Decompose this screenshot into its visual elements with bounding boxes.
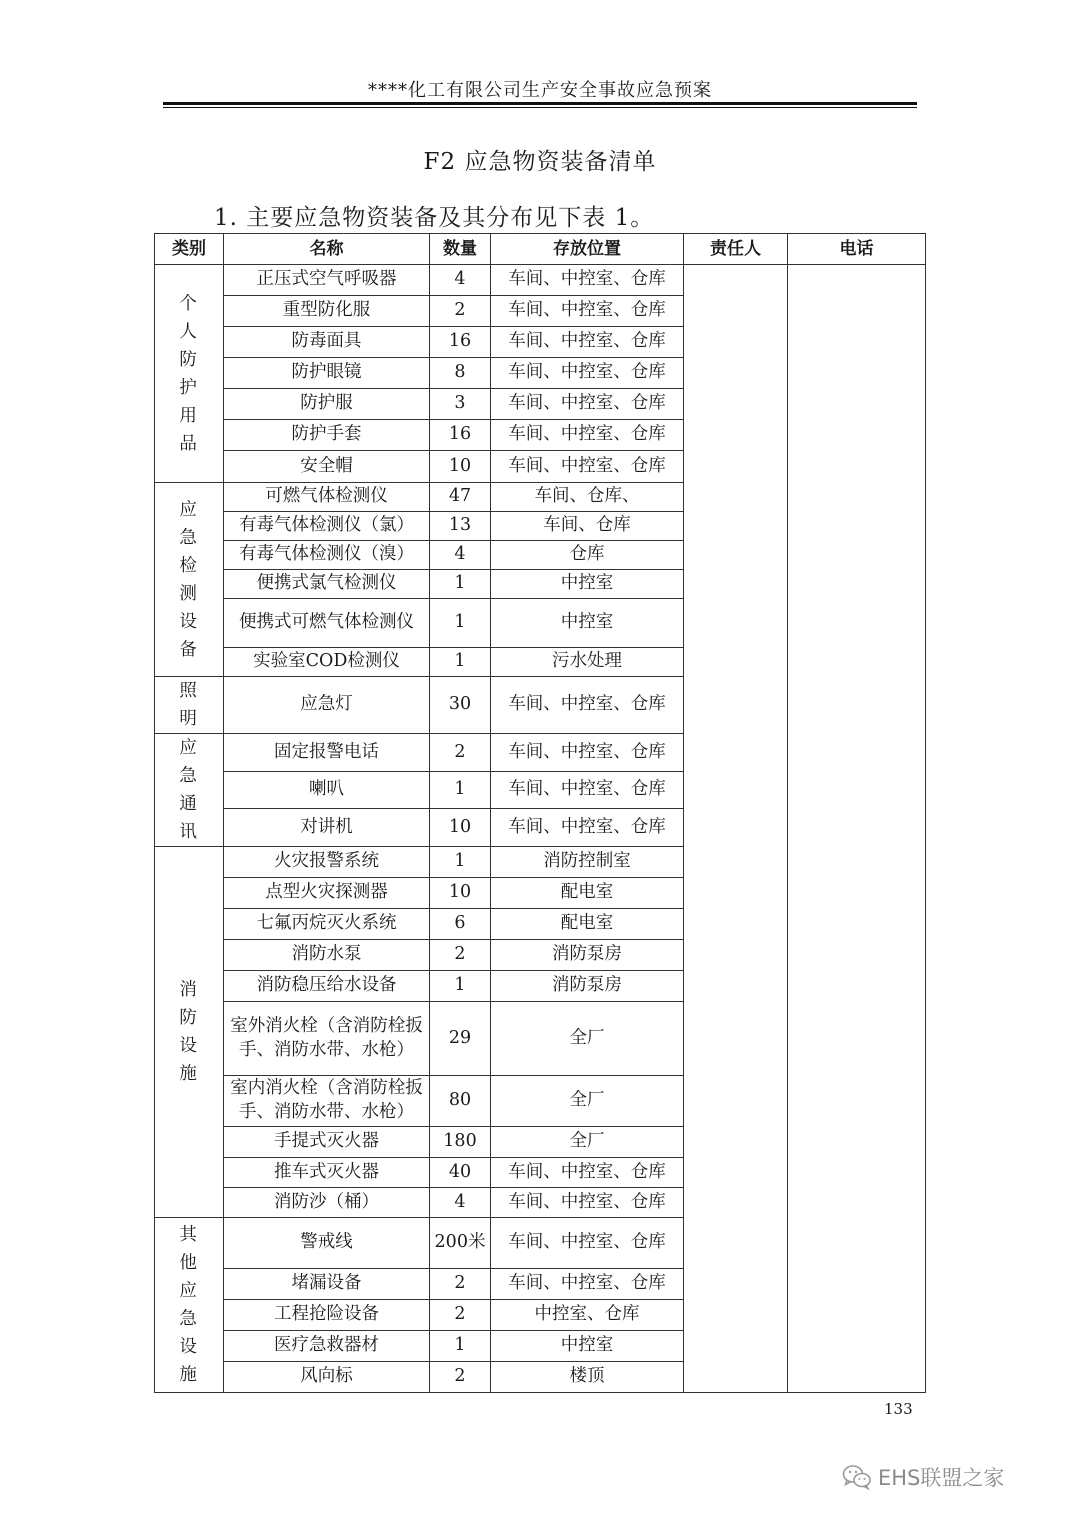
item-quantity-cell: 2 <box>430 296 491 327</box>
category-cell <box>155 483 224 677</box>
item-quantity-cell: 200米 <box>430 1218 491 1269</box>
column-header-phone: 电话 <box>788 234 926 265</box>
item-name-cell: 安全帽 <box>224 451 430 483</box>
item-quantity-cell: 3 <box>430 389 491 420</box>
item-name-cell: 便携式氯气检测仪 <box>224 570 430 599</box>
item-location-cell: 车间、中控室、仓库 <box>491 1158 684 1188</box>
item-name-cell: 点型火灾探测器 <box>224 878 430 909</box>
intro-text: 1. 主要应急物资装备及其分布见下表 1。 <box>214 205 655 231</box>
item-quantity-cell: 40 <box>430 1158 491 1188</box>
item-quantity-cell: 10 <box>430 809 491 847</box>
item-quantity-cell: 1 <box>430 847 491 878</box>
item-location-cell: 全厂 <box>491 1127 684 1158</box>
item-name-cell: 防护眼镜 <box>224 358 430 389</box>
item-location-cell: 消防泵房 <box>491 971 684 1002</box>
item-name-cell: 固定报警电话 <box>224 734 430 772</box>
item-name-cell: 有毒气体检测仪（溴） <box>224 541 430 570</box>
item-name-cell: 消防沙（桶） <box>224 1188 430 1218</box>
item-location-cell: 楼顶 <box>491 1362 684 1393</box>
item-location-cell: 中控室 <box>491 1331 684 1362</box>
item-quantity-cell: 13 <box>430 512 491 541</box>
equipment-table <box>154 233 926 1393</box>
watermark <box>842 1463 1004 1491</box>
item-name-cell: 实验室COD检测仪 <box>224 648 430 677</box>
item-quantity-cell: 1 <box>430 771 491 809</box>
item-location-cell: 车间、中控室、仓库 <box>491 734 684 772</box>
item-name-cell: 风向标 <box>224 1362 430 1393</box>
item-location-cell: 车间、中控室、仓库 <box>491 296 684 327</box>
column-header-quantity: 数量 <box>430 234 491 265</box>
item-name-cell: 应急灯 <box>224 677 430 734</box>
item-location-cell: 配电室 <box>491 878 684 909</box>
item-name-cell: 堵漏设备 <box>224 1269 430 1300</box>
category-label: 应急通讯 <box>179 738 200 842</box>
header-rule-thin <box>163 107 917 108</box>
item-name-cell: 防毒面具 <box>224 327 430 358</box>
item-location-cell: 车间、中控室、仓库 <box>491 327 684 358</box>
item-location-cell: 车间、中控室、仓库 <box>491 1218 684 1269</box>
item-location-cell: 车间、中控室、仓库 <box>491 389 684 420</box>
item-location-cell: 车间、中控室、仓库 <box>491 420 684 451</box>
item-name-cell: 火灾报警系统 <box>224 847 430 878</box>
category-label: 照明 <box>179 681 200 729</box>
category-label: 消防设施 <box>179 980 200 1084</box>
section-title: F2 应急物资装备清单 <box>423 149 657 175</box>
item-quantity-cell: 1 <box>430 570 491 599</box>
item-quantity-cell: 47 <box>430 483 491 512</box>
item-location-cell: 车间、中控室、仓库 <box>491 677 684 734</box>
item-quantity-cell: 1 <box>430 971 491 1002</box>
item-quantity-cell: 4 <box>430 265 491 296</box>
watermark-text: EHS联盟之家 <box>878 1466 1005 1490</box>
item-location-cell: 中控室 <box>491 570 684 599</box>
item-quantity-cell: 2 <box>430 940 491 971</box>
item-name-cell: 医疗急救器材 <box>224 1331 430 1362</box>
item-name-cell: 有毒气体检测仪（氯） <box>224 512 430 541</box>
item-quantity-cell: 1 <box>430 1331 491 1362</box>
item-quantity-cell: 6 <box>430 909 491 940</box>
item-location-cell: 仓库 <box>491 541 684 570</box>
item-location-cell: 全厂 <box>491 1002 684 1076</box>
table-row <box>155 265 926 296</box>
item-location-cell: 车间、中控室、仓库 <box>491 1188 684 1218</box>
item-location-cell: 消防控制室 <box>491 847 684 878</box>
item-name-cell: 室外消火栓（含消防栓扳手、消防水带、水枪） <box>224 1002 430 1076</box>
item-name-cell: 对讲机 <box>224 809 430 847</box>
item-name-cell: 消防稳压给水设备 <box>224 971 430 1002</box>
item-name-cell: 手提式灭火器 <box>224 1127 430 1158</box>
category-label: 个人防护用品 <box>179 293 200 454</box>
item-location-cell: 全厂 <box>491 1076 684 1127</box>
item-quantity-cell: 16 <box>430 327 491 358</box>
item-name-cell: 推车式灭火器 <box>224 1158 430 1188</box>
item-location-cell: 中控室、仓库 <box>491 1300 684 1331</box>
table-header-row <box>155 234 926 265</box>
category-cell <box>155 677 224 734</box>
item-name-cell: 消防水泵 <box>224 940 430 971</box>
item-location-cell: 车间、中控室、仓库 <box>491 265 684 296</box>
item-quantity-cell: 16 <box>430 420 491 451</box>
item-location-cell: 车间、仓库 <box>491 512 684 541</box>
item-name-cell: 防护服 <box>224 389 430 420</box>
item-location-cell: 车间、中控室、仓库 <box>491 358 684 389</box>
page-number: 133 <box>884 1400 913 1418</box>
item-location-cell: 车间、中控室、仓库 <box>491 1269 684 1300</box>
item-name-cell: 警戒线 <box>224 1218 430 1269</box>
item-quantity-cell: 80 <box>430 1076 491 1127</box>
item-name-cell: 可燃气体检测仪 <box>224 483 430 512</box>
item-quantity-cell: 8 <box>430 358 491 389</box>
item-location-cell: 车间、中控室、仓库 <box>491 451 684 483</box>
item-location-cell: 车间、中控室、仓库 <box>491 771 684 809</box>
item-quantity-cell: 2 <box>430 1269 491 1300</box>
item-name-cell: 喇叭 <box>224 771 430 809</box>
item-quantity-cell: 180 <box>430 1127 491 1158</box>
item-quantity-cell: 2 <box>430 1300 491 1331</box>
column-header-location: 存放位置 <box>491 234 684 265</box>
item-name-cell: 重型防化服 <box>224 296 430 327</box>
category-cell <box>155 1218 224 1393</box>
item-location-cell: 车间、中控室、仓库 <box>491 809 684 847</box>
column-header-category: 类别 <box>155 234 224 265</box>
item-location-cell: 配电室 <box>491 909 684 940</box>
item-name-cell: 防护手套 <box>224 420 430 451</box>
item-quantity-cell: 10 <box>430 451 491 483</box>
category-cell <box>155 847 224 1218</box>
item-quantity-cell: 10 <box>430 878 491 909</box>
item-location-cell: 中控室 <box>491 599 684 648</box>
column-header-responsible: 责任人 <box>684 234 788 265</box>
category-cell <box>155 734 224 847</box>
item-quantity-cell: 1 <box>430 648 491 677</box>
item-quantity-cell: 29 <box>430 1002 491 1076</box>
item-name-cell: 便携式可燃气体检测仪 <box>224 599 430 648</box>
item-quantity-cell: 30 <box>430 677 491 734</box>
item-name-cell: 正压式空气呼吸器 <box>224 265 430 296</box>
item-quantity-cell: 2 <box>430 1362 491 1393</box>
item-name-cell: 七氟丙烷灭火系统 <box>224 909 430 940</box>
item-location-cell: 消防泵房 <box>491 940 684 971</box>
category-label: 其他应急设施 <box>179 1225 200 1385</box>
category-label: 应急检测设备 <box>179 499 200 660</box>
phone-cell <box>788 265 926 1393</box>
item-location-cell: 车间、仓库、 <box>491 483 684 512</box>
document-header: ****化工有限公司生产安全事故应急预案 <box>368 80 712 101</box>
item-name-cell: 工程抢险设备 <box>224 1300 430 1331</box>
category-cell <box>155 265 224 483</box>
item-quantity-cell: 4 <box>430 1188 491 1218</box>
wechat-icon <box>842 1464 872 1490</box>
column-header-name: 名称 <box>224 234 430 265</box>
item-quantity-cell: 4 <box>430 541 491 570</box>
item-location-cell: 污水处理 <box>491 648 684 677</box>
item-quantity-cell: 2 <box>430 734 491 772</box>
item-name-cell: 室内消火栓（含消防栓扳手、消防水带、水枪） <box>224 1076 430 1127</box>
header-rule-thick <box>163 102 917 105</box>
item-quantity-cell: 1 <box>430 599 491 648</box>
responsible-cell <box>684 265 788 1393</box>
